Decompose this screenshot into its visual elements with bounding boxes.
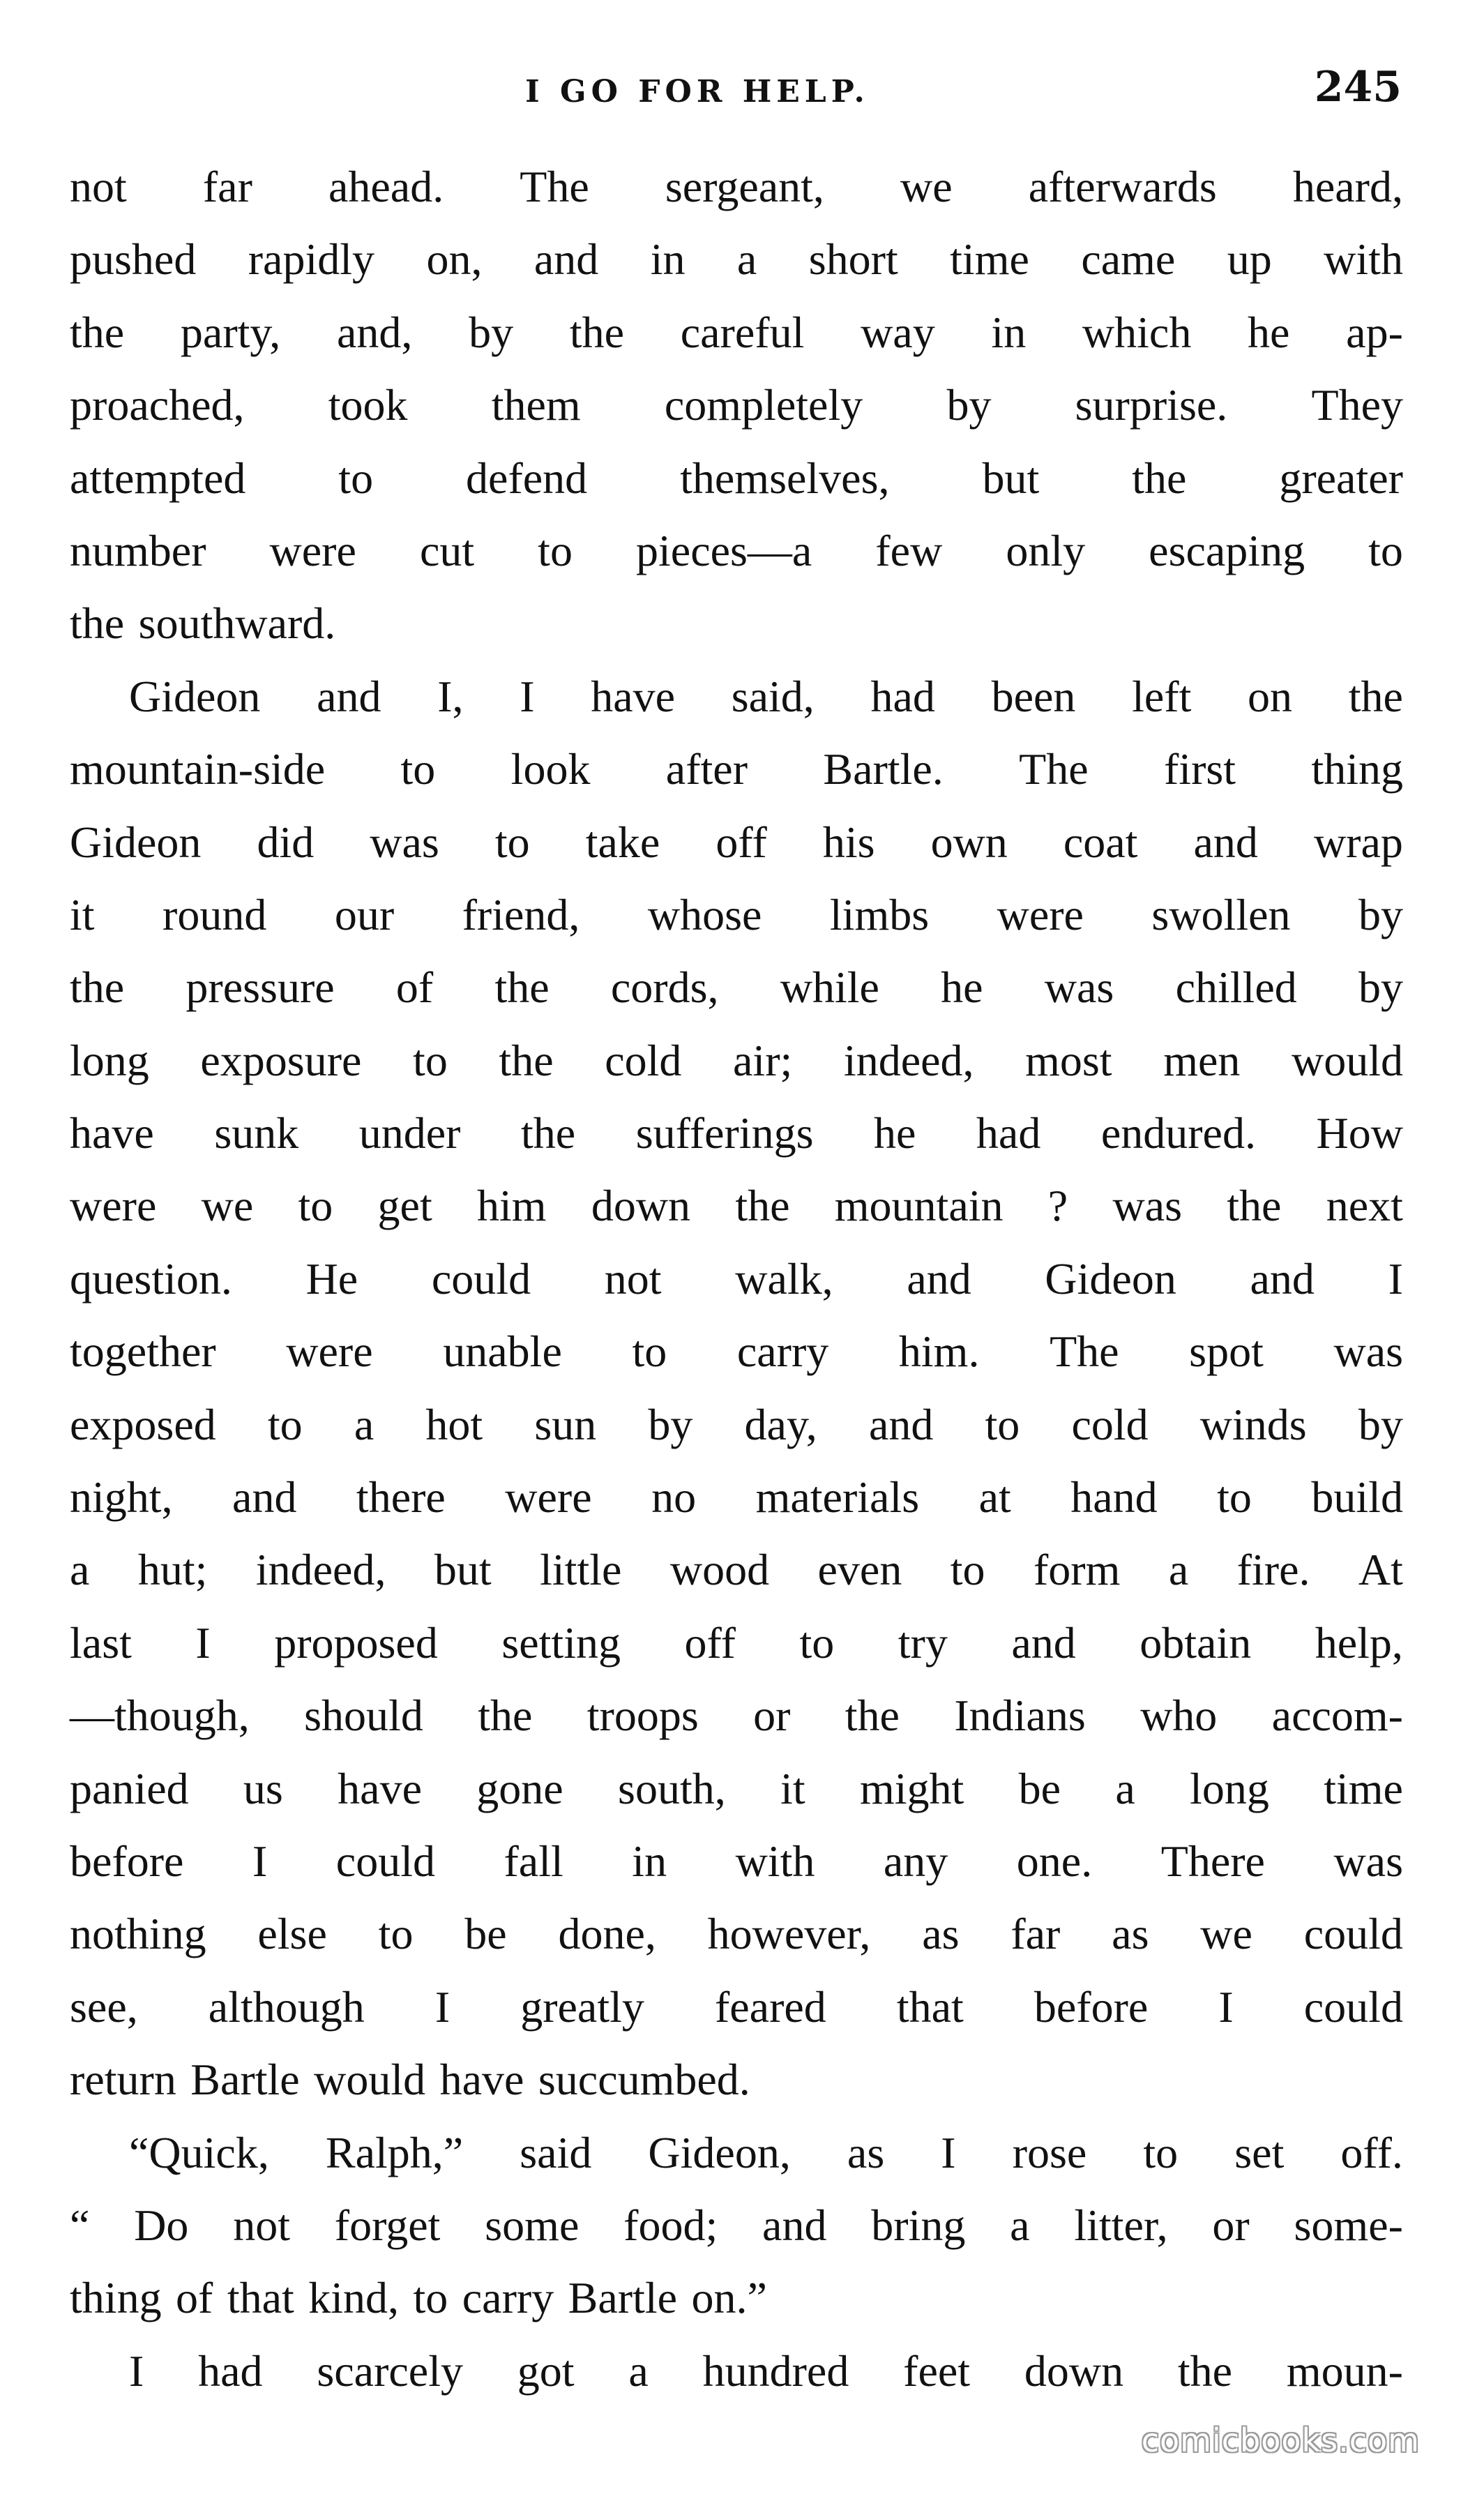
text-line: exposed to a hot sun by day, and to cold winds by — [70, 1399, 1403, 1449]
text-line: “Quick, Ralph,” said Gideon, as I rose to set off. — [129, 2127, 1403, 2177]
text-line: see, although I greatly feared that before I could — [70, 1981, 1403, 2032]
text-line: the southward. — [70, 598, 336, 649]
text-line: it round our friend, whose limbs were swollen by — [70, 889, 1403, 939]
text-line: Gideon did was to take off his own coat and wrap — [70, 817, 1403, 867]
text-line: before I could fall in with any one. There was — [70, 1836, 1403, 1886]
text-line: night, and there were no materials at hand to build — [70, 1472, 1403, 1522]
page-number: 245 — [1314, 63, 1402, 112]
text-line: a hut; indeed, but little wood even to form a fire. At — [70, 1545, 1403, 1595]
text-line: panied us have gone south, it might be a long time — [70, 1763, 1403, 1813]
watermark: comicbooks.com — [1141, 2421, 1420, 2459]
text-line: proached, took them completely by surprise. They — [70, 380, 1403, 430]
text-line: “ Do not forget some food; and bring a litter, or some- — [70, 2200, 1403, 2250]
body-text — [70, 151, 1403, 2408]
text-line: have sunk under the sufferings he had endured. How — [70, 1108, 1403, 1158]
text-line: mountain-side to look after Bartle. The first thing — [70, 744, 1403, 794]
text-line: nothing else to be done, however, as far as we could — [70, 1909, 1403, 1959]
text-line: the pressure of the cords, while he was chilled by — [70, 962, 1403, 1013]
text-line: were we to get him down the mountain ? was the next — [70, 1181, 1403, 1231]
text-line: —though, should the troops or the Indians who accom- — [70, 1691, 1403, 1741]
text-line: thing of that kind, to carry Bartle on.” — [70, 2273, 767, 2323]
page-header — [0, 60, 1484, 116]
text-line: last I proposed setting off to try and obtain help, — [70, 1617, 1403, 1668]
text-line: question. He could not walk, and Gideon and I — [70, 1253, 1403, 1304]
running-title: I GO FOR HELP. — [525, 74, 870, 109]
text-line: not far ahead. The sergeant, we afterwards heard, — [70, 162, 1403, 211]
text-line: long exposure to the cold air; indeed, most men would — [70, 1035, 1403, 1085]
text-line: together were unable to carry him. The spot was — [70, 1327, 1403, 1377]
text-line: the party, and, by the careful way in which he ap- — [70, 307, 1403, 357]
text-line: return Bartle would have succumbed. — [70, 2055, 750, 2105]
text-line: pushed rapidly on, and in a short time came up with — [70, 234, 1403, 285]
text-line: number were cut to pieces—a few only escaping to — [70, 525, 1403, 575]
text-line: I had scarcely got a hundred feet down the moun- — [129, 2345, 1403, 2396]
text-line: Gideon and I, I have said, had been left on the — [129, 671, 1403, 721]
text-line: attempted to defend themselves, but the greater — [70, 453, 1403, 503]
